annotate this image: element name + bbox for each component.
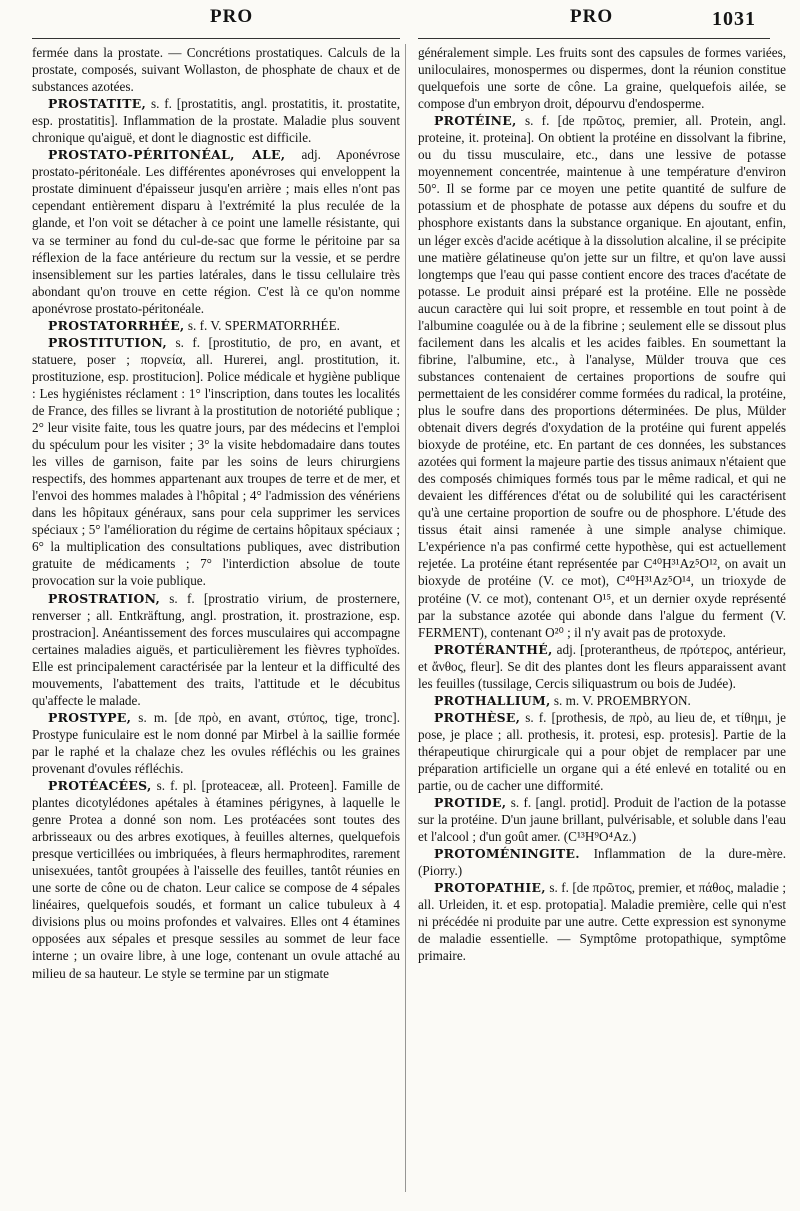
entry-headword: PROSTATO-PÉRITONÉAL, ALE,: [48, 147, 286, 163]
entry-text: adj. Aponévrose prostato-péritonéale. Les différentes aponévroses qui enveloppent la prostate diminuent d'épaisseur jusqu'en arrière ; mais elles n'ont pas cependant entièrement disparu à l'extrémité la plus reculée de la glande, et l'on voit se détacher à ce point une lamelle résistante, qui va se terminer au fond du cul-de-sac que forme le péritoine par sa réflexion de la face antérieure du rectum sur la vessie, et se perdre insensiblement sur les parties latérales, dans le tissu cellulaire très abondant qu'on trouve en cette région. C'est là ce qu'on nomme aponévrose prostato-péritonéale.: [32, 147, 401, 316]
entry-text: s. f. pl. [proteaceæ, all. Proteen]. Famille de plantes dicotylédones apétales à étamines périgynes, à laquelle le genre Protea a donné son nom. Les protéacées sont toutes des arbrisseaux ou des arbres exotiques, à feuilles alternes, quelquefois presque verticillées ou imbriquées, à fleurs hermaphrodites, rarement unisexuées, tantôt groupées à l'aisselle des feuilles, tantôt réunies en une sorte de cône ou de chaton. Leur calice se compose de 4 sépales linéaires, quelquefois soudés, et formant un calice tubuleux à 4 divisions plus ou moins profondes et valvaires. Elles ont 4 étamines opposées aux sépales et presque sessiles au sommet de leur face interne ; un ovaire libre, à une loge, contenant un ovule attaché au milieu de sa hauteur. Le style se termine par un stigmate: [32, 778, 400, 981]
dictionary-entry: [32, 146, 400, 316]
header-rule-right: [418, 38, 770, 39]
entry-headword: PROSTYPE,: [48, 709, 132, 725]
dictionary-entry: [418, 641, 786, 692]
running-head-left: PRO: [210, 6, 254, 27]
dictionary-entry: [32, 777, 400, 982]
entry-text: s. f. [angl. protid]. Produit de l'action de la potasse sur la protéine. D'un jaune brillant, pulvérisable, et soluble dans l'eau et l'alcool ; d'un goût amer. (C¹³H⁹O⁴Az.): [418, 795, 786, 845]
entry-text: s. f. [prostatitis, angl. prostatitis, it. prostatite, esp. prostatitis]. Inflammation de la prostate. Maladie plus souvent chronique qu'aiguë, et dont le diagnostic est difficile.: [32, 96, 400, 146]
dictionary-entry: [32, 95, 400, 146]
entry-headword: PROTÉRANTHÉ,: [434, 641, 553, 657]
dictionary-entry: [418, 112, 786, 640]
entry-headword: PROSTATITE,: [48, 96, 147, 112]
entry-text: s. f. [prothesis, de πρὸ, au lieu de, et τίθημι, je pose, je place ; all. prothesis, it. protesi, esp. protesis]. Partie de la thérapeutique chirurgicale qui a pour objet de remplacer par une préparation artificielle un organe qui a été enlevé en totalité ou en partie, ou de cacher une difformité.: [418, 709, 786, 794]
entry-text: s. m. V. PROEMBRYON.: [550, 692, 691, 708]
entry-headword: PROTÉINE,: [434, 113, 517, 129]
column-divider: [405, 44, 406, 1192]
entry-headword: PROSTRATION,: [48, 590, 161, 606]
entry-text: s. f. [de πρῶτος, premier, et πάθος, maladie ; all. Urleiden, it. et esp. protopatia]. Maladie première, celle qui n'est ni précédée ni produite par une autre. Cette expression est synonyme de maladie essentielle. — Symptôme protopathique, symptôme primaire.: [418, 880, 786, 964]
entry-headword: PROTOPATHIE,: [434, 880, 546, 896]
dictionary-entry: [418, 692, 786, 709]
entry-text: s. f. [prostitutio, de pro, en avant, et statuere, poser ; πορνεία, all. Hurerei, angl. prostitution, it. prostituzione, esp. prostitucion]. Police médicale et hygiène publique : Les hygiénistes réclament : 1° l'inscription, dans toutes les localités de France, des filles se livrant à la prostitution de notoriété publique ; 2° leur visite faite, tous les quatre jours, par des médecins et l'emploi du spéculum pour les visiter ; 3° la visite hebdomadaire dans toutes les villes de garnison, faite par les soins de leurs chirurgiens respectifs, des hommes appartenant aux troupes de terre et de mer, et l'envoi des hommes malades à l'hôpital ; 4° l'admission des vénériens dans les hôpitaux généraux, sans pour cela supprimer les services spéciaux ; 5° l'amélioration du régime de certains hôpitaux spéciaux ; 6° la multiplication des consultations publiques, avec distribution gratuite de médicaments ; 7° l'interdiction absolue de toute provocation sur la voie publique.: [32, 334, 400, 589]
entry-text: fermée dans la prostate. — Concrétions prostatiques. Calculs de la prostate, composés, suivant Wollaston, de phosphate de chaux et de substances azotées.: [32, 45, 400, 95]
header-rule-left: [32, 38, 400, 39]
entry-headword: PROTIDE,: [434, 795, 507, 811]
dictionary-entry: [418, 794, 786, 845]
dictionary-entry: [32, 709, 400, 777]
dictionary-entry: [418, 879, 786, 964]
entry-text: Inflammation de la dure-mère. (Piorry.): [418, 846, 786, 879]
entry-continuation: [418, 44, 786, 112]
dictionary-entry: [32, 334, 400, 590]
dictionary-entry: [418, 845, 786, 879]
dictionary-entry: [32, 590, 400, 709]
entry-headword: PROTHÈSE,: [434, 709, 521, 725]
entry-headword: PROSTITUTION,: [48, 334, 167, 350]
dictionary-entry: [32, 317, 400, 334]
entry-headword: PROSTATORRHÉE,: [48, 317, 185, 333]
entry-text: s. m. [de πρὸ, en avant, στύπος, tige, tronc]. Prostype funiculaire est le nom donné par Mirbel à la saillie formée par le raphé et la chalaze chez les ovules réfléchis ou les graines provenant d'ovules réfléchis.: [32, 709, 400, 776]
page-number: 1031: [712, 8, 756, 30]
entry-text: s. f. V. SPERMATORRHÉE.: [184, 317, 340, 333]
entry-text: généralement simple. Les fruits sont des capsules de formes variées, uniloculaires, monospermes ou dispermes, dont la réunion constitue quelquefois une sorte de cône. La graine, quelquefois ailée, se compose d'un embryon droit, dépourvu d'endosperme.: [418, 45, 786, 112]
entry-text: s. f. [de πρῶτος, premier, all. Protein, angl. proteine, it. proteina]. On obtient la protéine en dissolvant la fibrine, ou du tissu musculaire, etc., dans une lessive de potasse moyennement concentrée, maintenue à une température d'environ 50°. Il se forme par ce moyen une petite quantité de sulfure de potassium et de phosphate de potasse aux dépens du soufre et du phosphore existants dans la substance organique. En ajoutant, enfin, un léger excès d'acide acétique à la dissolution alcaline, il se précipite une matière gélatineuse qu'on jette sur un filtre, et qu'on lave aussi longtemps que l'eau qui passe contient encore des traces d'acétate de potasse. Le produit ainsi préparé est la protéine. Elle ne possède aucun caractère qui lui soit propre, et ressemble en tout point à de l'albumine coagulée ou à de la fibrine ; seulement elle se dissout plus facilement dans les alcalis et les acides faibles. En soumettant la fibrine, l'albumine, etc., à l'analyse, Mülder trouva que ces substances contenaient de certaines proportions de soufre qui permettaient de les considérer comme formées du radical, la protéine, plus le soufre dans des proportions déterminées. De plus, Mülder obtenait divers degrés d'oxydation de la protéine qui furent appelés bioxyde de protéine, etc. En partant de ces données, les substances azotées qui forment la majeure partie des tissus animaux n'étaient que des composés chimiques formés tous par le même radical, et qui ne devaient les différences d'état ou de solubilité qui les caractérisent qu'à une certaine proportion de soufre ou de phosphore. L'étude des tissus était ainsi ramenée à une simple analyse chimique. L'expérience n'a pas confirmé cette hypothèse, qui est actuellement rejetée. La protéine étant représentée par C⁴⁰H³¹Az⁵O¹², on avait un bioxyde de protéine (V. ce mot), C⁴⁰H³¹Az⁵O¹⁴, un trioxyde de protéine (V. ce mot), contenant O¹⁵, et un dernier oxyde représenté par la substance azotée qui abonde dans l'algue du ferment (V. FERMENT), contenant O²⁰ ; il n'y avait pas de protoxyde.: [418, 113, 786, 640]
entry-headword: PROTOMÉNINGITE.: [434, 846, 580, 862]
entry-text: s. f. [prostratio virium, de prosternere, renverser ; all. Entkräftung, angl. prostration, it. prostrazione, esp. prostracion]. Anéantissement des forces musculaires qui accompagne certaines maladies aiguës, et particulièrement les fièvres typhoïdes. Elle est principalement caractérisée par la lenteur et la difficulté des mouvements, l'abattement des traits, l'attitude et le décubitus qu'affecte le malade.: [32, 590, 400, 708]
running-head-right: PRO: [570, 6, 614, 27]
left-column: [32, 44, 400, 982]
entry-headword: PROTÉACÉES,: [48, 778, 152, 794]
entry-continuation: [32, 44, 400, 95]
entry-headword: PROTHALLIUM,: [434, 692, 551, 708]
entry-text: adj. [proterantheus, de πρότερος, antérieur, et ἄνθος, fleur]. Se dit des plantes dont les fleurs apparaissent avant les feuilles (tussilage, Cercis siliquastrum ou bois de Judée).: [418, 641, 786, 691]
dictionary-entry: [418, 709, 786, 794]
right-column: [418, 44, 786, 965]
